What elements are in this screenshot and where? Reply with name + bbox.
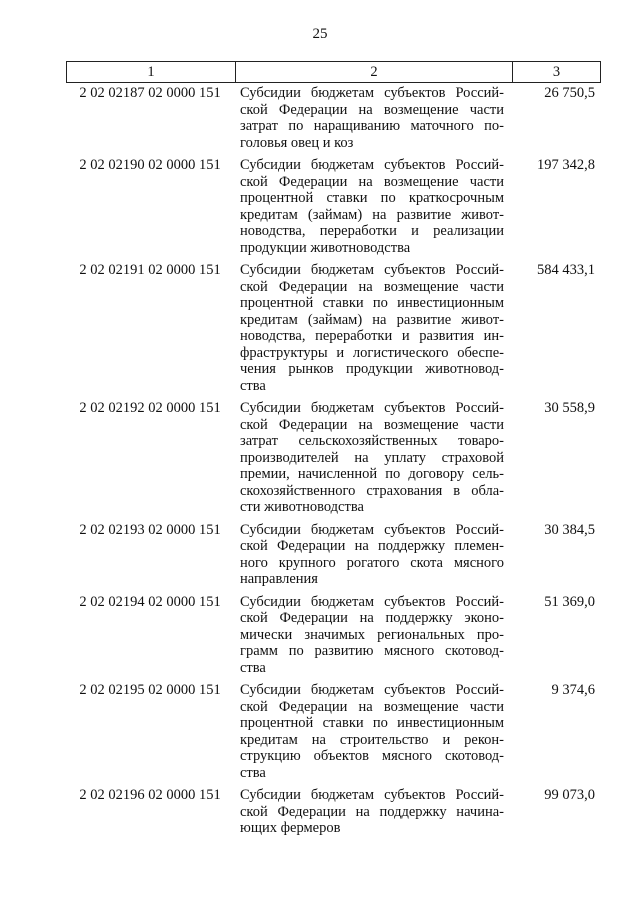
budget-code: 2 02 02192 02 0000 151 — [79, 400, 221, 416]
description-line: ской Федерации на поддержку эконо- — [240, 610, 504, 626]
description-line: ской Федерации на поддержку племен- — [240, 538, 504, 554]
description-line: ства — [240, 764, 266, 781]
description-line: Субсидии бюджетам субъектов Россий- — [240, 787, 504, 803]
subsidy-description — [234, 594, 504, 677]
page-number: 25 — [312, 26, 328, 42]
description-line: продукции животноводства — [240, 239, 411, 256]
description-line: кредитам на строительство и рекон- — [240, 731, 504, 748]
budget-table — [66, 61, 601, 843]
description-line: ного крупного рогатого скота мясного — [240, 554, 504, 571]
description-line: ства — [240, 659, 266, 676]
header-col-2: 2 — [236, 62, 513, 82]
budget-code: 2 02 02187 02 0000 151 — [79, 85, 221, 101]
subsidy-description — [234, 787, 504, 837]
budget-code: 2 02 02191 02 0000 151 — [79, 262, 221, 278]
description-line: ской Федерации на возмещение части — [240, 416, 504, 433]
description-line: новодства, переработки и реализации — [240, 223, 504, 239]
table-row — [66, 85, 601, 151]
subsidy-description — [234, 85, 504, 151]
description-line: ства — [240, 377, 266, 394]
table-body — [66, 85, 601, 837]
description-line: производителей на уплату страховой — [240, 449, 504, 466]
description-line: затрат сельскохозяйственных товаро- — [240, 433, 504, 449]
description-line: ющих фермеров — [240, 820, 341, 836]
amount-value: 26 750,5 — [544, 85, 595, 101]
description-line: струкцию объектов мясного скотовод- — [240, 748, 504, 764]
description-line: ской Федерации на возмещение части — [240, 173, 504, 190]
budget-code: 2 02 02195 02 0000 151 — [79, 682, 221, 698]
budget-code: 2 02 02193 02 0000 151 — [79, 521, 221, 538]
description-line: затрат по наращиванию маточного по- — [240, 118, 504, 134]
description-line: премии, начисленной по договору сель- — [240, 466, 504, 482]
budget-code: 2 02 02196 02 0000 151 — [79, 787, 221, 803]
description-line: сти животноводства — [240, 499, 364, 515]
header-col-1: 1 — [67, 62, 236, 82]
table-row — [66, 682, 601, 781]
description-line: ской Федерации на поддержку начина- — [240, 803, 504, 820]
description-line: Субсидии бюджетам субъектов Россий- — [240, 521, 504, 538]
amount-value: 99 073,0 — [544, 787, 595, 803]
description-line: Субсидии бюджетам субъектов Россий- — [240, 85, 504, 101]
description-line: Субсидии бюджетам субъектов Россий- — [240, 400, 504, 416]
description-line: ской Федерации на возмещение части — [240, 698, 504, 715]
table-row — [66, 787, 601, 837]
description-line: Субсидии бюджетам субъектов Россий- — [240, 157, 504, 173]
description-line: Субсидии бюджетам субъектов Россий- — [240, 262, 504, 278]
description-line: новодства, переработки и развития ин- — [240, 328, 504, 344]
description-line: скохозяйственного страхования в обла- — [240, 482, 504, 499]
description-line: процентной ставки по инвестиционным — [240, 715, 504, 731]
description-line: направления — [240, 571, 318, 587]
budget-code: 2 02 02190 02 0000 151 — [79, 157, 221, 173]
table-row — [66, 400, 601, 516]
subsidy-description — [234, 682, 504, 781]
subsidy-description — [234, 262, 504, 394]
amount-value: 584 433,1 — [537, 262, 595, 278]
subsidy-description — [234, 522, 504, 588]
table-row — [66, 594, 601, 677]
budget-code: 2 02 02194 02 0000 151 — [79, 593, 221, 610]
description-line: ской Федерации на возмещение части — [240, 278, 504, 295]
description-line: грамм по развитию мясного скотовод- — [240, 643, 504, 659]
amount-value: 30 558,9 — [544, 400, 595, 416]
description-line: процентной ставки по инвестиционным — [240, 295, 504, 311]
table-row — [66, 157, 601, 256]
amount-value: 51 369,0 — [544, 593, 595, 610]
table-header-row — [66, 61, 601, 83]
table-row — [66, 522, 601, 588]
amount-value: 9 374,6 — [551, 682, 595, 698]
description-line: Субсидии бюджетам субъектов Россий- — [240, 682, 504, 698]
amount-value: 30 384,5 — [544, 521, 595, 538]
description-line: Субсидии бюджетам субъектов Россий- — [240, 593, 504, 610]
description-line: чения рынков продукции животновод- — [240, 361, 504, 377]
description-line: кредитам (займам) на развитие живот- — [240, 206, 504, 223]
subsidy-description — [234, 157, 504, 256]
description-line: головья овец и коз — [240, 134, 354, 151]
header-col-3: 3 — [552, 64, 561, 80]
description-line: ской Федерации на возмещение части — [240, 101, 504, 118]
description-line: фраструктуры и логистического обеспе- — [240, 344, 504, 361]
description-line: мически значимых региональных про- — [240, 626, 504, 643]
amount-value: 197 342,8 — [537, 157, 595, 173]
subsidy-description — [234, 400, 504, 516]
description-line: процентной ставки по краткосрочным — [240, 190, 504, 206]
table-row — [66, 262, 601, 394]
description-line: кредитам (займам) на развитие живот- — [240, 311, 504, 328]
